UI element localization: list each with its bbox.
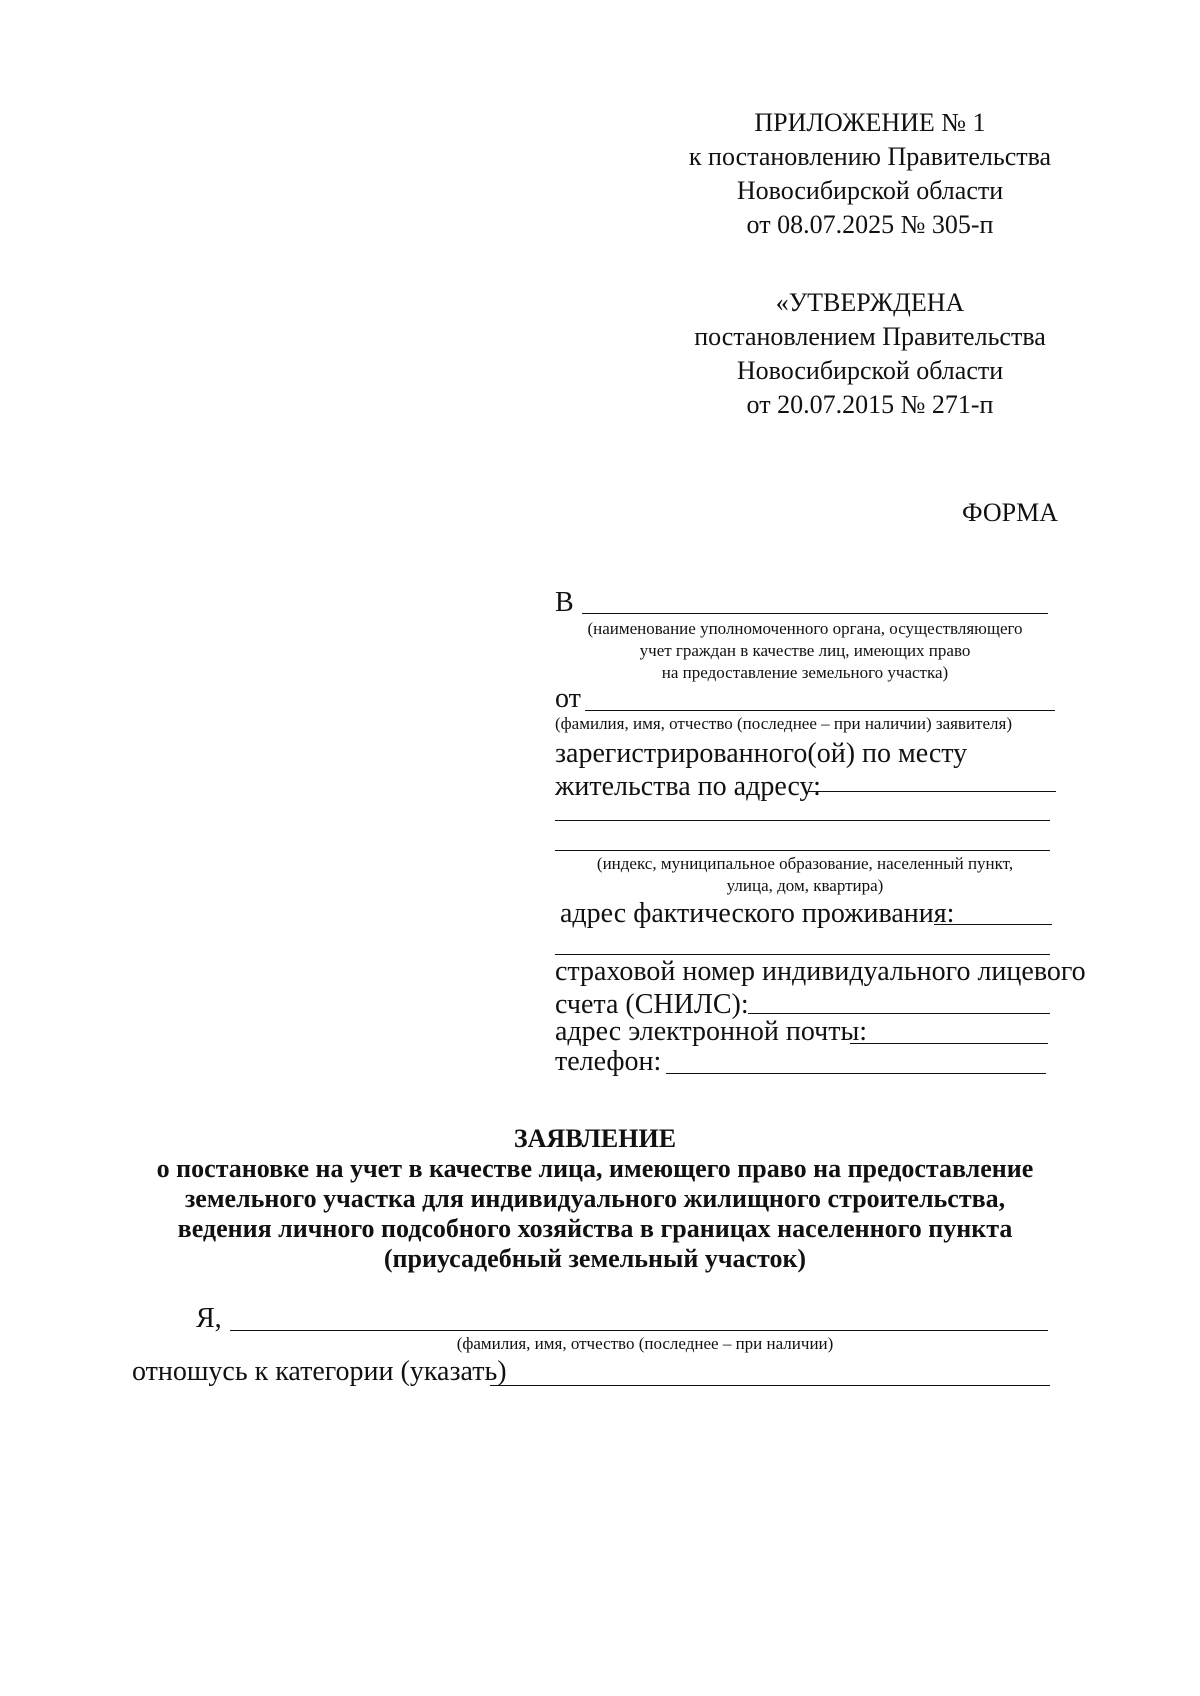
statement-heading: ЗАЯВЛЕНИЕ	[513, 1124, 677, 1153]
actual-address-label: адрес фактического проживания:	[560, 898, 955, 929]
to-prefix: В	[555, 587, 574, 618]
phone-field[interactable]	[666, 1045, 1046, 1074]
approved-region: Новосибирской области	[736, 356, 1004, 385]
from-caption: (фамилия, имя, отчество (последнее – при наличии) заявителя)	[555, 714, 1012, 733]
snils-line1: страховой номер индивидуального лицевого	[555, 956, 1086, 987]
appendix-title: ПРИЛОЖЕНИЕ № 1	[754, 108, 986, 137]
from-prefix: от	[555, 683, 581, 714]
address-caption-line2: улица, дом, квартира)	[726, 876, 884, 895]
approved-title: «УТВЕРЖДЕНА	[775, 288, 965, 317]
address-caption-line1: (индекс, муниципальное образование, населенный пункт,	[596, 854, 1014, 873]
actual-address-field-2[interactable]	[555, 928, 1050, 955]
statement-subtitle-line1: о постановке на учет в качестве лица, имеющего право на предоставление	[156, 1154, 1034, 1183]
appendix-ref: к постановлению Правительства	[688, 142, 1052, 171]
category-label: отношусь к категории (указать)	[132, 1356, 507, 1387]
statement-title	[100, 1124, 1090, 1274]
actual-address-field[interactable]	[934, 896, 1052, 925]
registered-line1: зарегистрированного(ой) по месту	[555, 738, 968, 769]
to-authority-field[interactable]	[582, 585, 1048, 614]
registered-line2: жительства по адресу:	[555, 771, 821, 802]
to-caption-line3: на предоставление земельного участка)	[661, 663, 949, 682]
statement-subtitle-line4: (приусадебный земельный участок)	[383, 1244, 807, 1273]
to-caption	[555, 618, 1055, 684]
appendix-block	[680, 106, 1060, 242]
snils-line2: счета (СНИЛС):	[555, 989, 749, 1020]
email-label: адрес электронной почты:	[555, 1016, 868, 1047]
approved-ref: постановлением Правительства	[694, 322, 1046, 351]
category-field[interactable]	[490, 1355, 1050, 1386]
address-caption	[555, 853, 1055, 897]
approved-block	[680, 286, 1060, 422]
i-prefix: Я,	[196, 1303, 222, 1334]
to-caption-line1: (наименование уполномоченного органа, осуществляющего	[587, 619, 1023, 638]
statement-subtitle-line3: ведения личного подсобного хозяйства в границах населенного пункта	[177, 1214, 1013, 1243]
full-name-caption: (фамилия, имя, отчество (последнее – при наличии)	[456, 1334, 834, 1353]
approved-date: от 20.07.2015 № 271-п	[746, 390, 994, 419]
registered-address-field[interactable]	[808, 763, 1056, 792]
applicant-name-field[interactable]	[585, 682, 1055, 711]
appendix-date: от 08.07.2025 № 305-п	[746, 210, 994, 239]
phone-label: телефон:	[555, 1046, 662, 1077]
appendix-region: Новосибирской области	[736, 176, 1004, 205]
snils-field[interactable]	[748, 985, 1050, 1014]
registered-address-field-2[interactable]	[555, 794, 1050, 821]
email-field[interactable]	[850, 1015, 1048, 1044]
form-label: ФОРМА	[962, 498, 1058, 527]
statement-subtitle-line2: земельного участка для индивидуального жилищного строительства,	[184, 1184, 1006, 1213]
registered-address-field-3[interactable]	[555, 824, 1050, 851]
to-caption-line2: учет граждан в качестве лиц, имеющих право	[639, 641, 971, 660]
full-name-field[interactable]	[230, 1302, 1048, 1331]
